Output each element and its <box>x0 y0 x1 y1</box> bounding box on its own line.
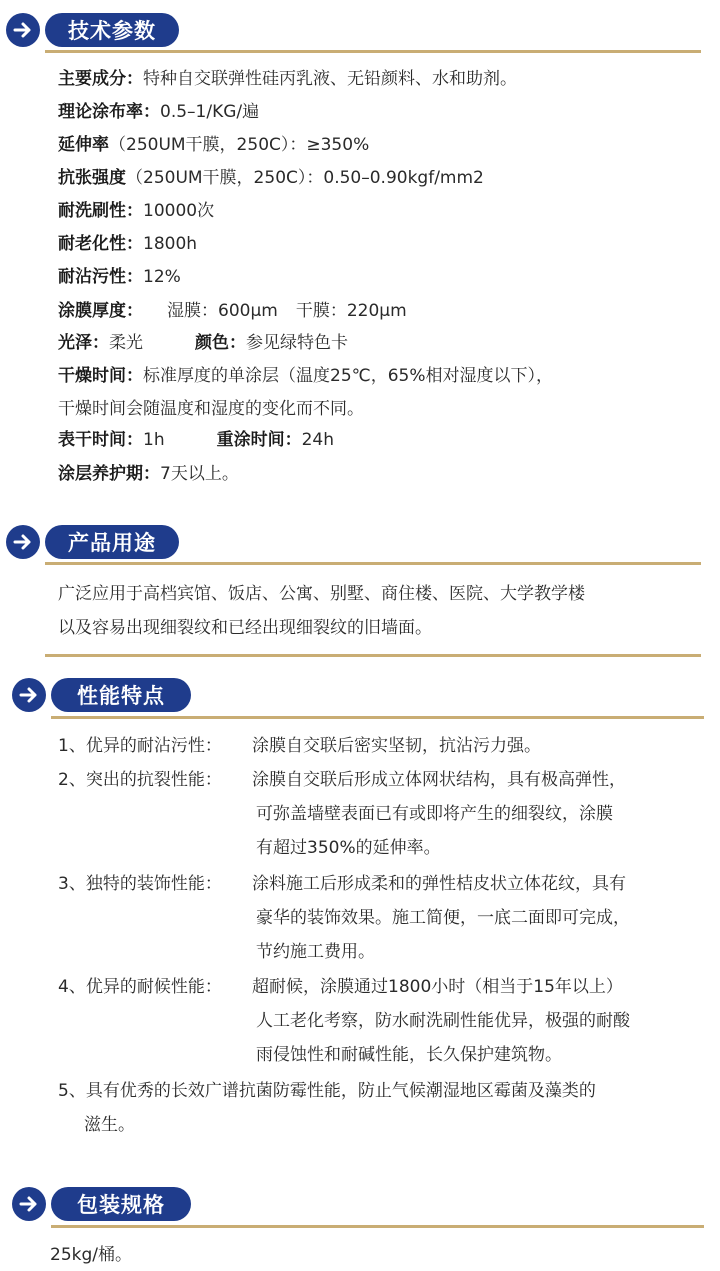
divider <box>45 654 701 657</box>
divider <box>45 562 701 565</box>
param-scrub: 耐洗刷性：10000次 <box>58 201 215 221</box>
param-curing: 涂层养护期：7天以上。 <box>58 464 239 484</box>
usage-line-2: 以及容易出现细裂纹和已经出现细裂纹的旧墙面。 <box>58 618 432 638</box>
section-title-features: 性能特点 <box>51 678 191 712</box>
usage-line-1: 广泛应用于高档宾馆、饭店、公寓、别墅、商住楼、医院、大学教学楼 <box>58 584 585 604</box>
feature-2-line: 涂膜自交联后形成立体网状结构，具有极高弹性， <box>252 770 626 790</box>
feature-1-line: 涂膜自交联后密实坚韧，抗沾污力强。 <box>252 736 541 756</box>
param-stain: 耐沾污性：12% <box>58 267 181 287</box>
param-thickness: 涂膜厚度： 湿膜：600μm 干膜：220μm <box>58 301 407 321</box>
feature-4-line: 超耐候，涂膜通过1800小时（相当于15年以上） <box>252 977 623 997</box>
divider <box>51 716 704 719</box>
section-title-params: 技术参数 <box>45 13 179 47</box>
divider <box>45 50 701 53</box>
param-aging: 耐老化性：1800h <box>58 234 198 254</box>
feature-3-line: 节约施工费用。 <box>256 942 375 962</box>
param-drying: 干燥时间：标准厚度的单涂层（温度25℃，65%相对湿度以下）， <box>58 366 554 386</box>
feature-3-line: 涂料施工后形成柔和的弹性桔皮状立体花纹，具有 <box>252 874 626 894</box>
arrow-right-icon <box>6 13 40 47</box>
section-title-usage: 产品用途 <box>45 525 179 559</box>
param-composition: 主要成分：特种自交联弹性硅丙乳液、无铅颜料、水和助剂。 <box>58 69 517 89</box>
feature-4-line: 雨侵蚀性和耐碱性能，长久保护建筑物。 <box>256 1045 562 1065</box>
param-coverage: 理论涂布率：0.5–1/KG/遍 <box>58 102 260 122</box>
arrow-right-icon <box>12 678 46 712</box>
feature-5-head: 5、具有优秀的长效广谱抗菌防霉性能，防止气候潮湿地区霉菌及藻类的 <box>58 1081 596 1101</box>
feature-5-line: 滋生。 <box>84 1115 135 1135</box>
arrow-right-icon <box>6 525 40 559</box>
feature-4-head: 4、优异的耐候性能： <box>58 977 222 997</box>
param-drying-line2: 干燥时间会随温度和湿度的变化而不同。 <box>58 399 364 419</box>
param-elongation: 延伸率（250UM干膜，250C）：≥350% <box>58 135 370 155</box>
arrow-right-icon <box>12 1187 46 1221</box>
feature-3-head: 3、独特的装饰性能： <box>58 874 222 894</box>
divider <box>51 1225 704 1228</box>
section-title-packaging: 包装规格 <box>51 1187 191 1221</box>
feature-4-line: 人工老化考察，防水耐洗刷性能优异，极强的耐酸 <box>256 1011 630 1031</box>
param-tensile: 抗张强度（250UM干膜，250C）：0.50–0.90kgf/mm2 <box>58 168 484 188</box>
packaging-value: 25kg/桶。 <box>50 1245 132 1265</box>
feature-3-line: 豪华的装饰效果。施工简便，一底二面即可完成， <box>256 908 630 928</box>
feature-1-head: 1、优异的耐沾污性： <box>58 736 222 756</box>
feature-2-line: 有超过350%的延伸率。 <box>256 838 441 858</box>
param-gloss-color: 光泽：柔光 颜色：参见绿特色卡 <box>58 333 348 353</box>
param-dry-times: 表干时间：1h 重涂时间：24h <box>58 430 334 450</box>
feature-2-head: 2、突出的抗裂性能： <box>58 770 222 790</box>
feature-2-line: 可弥盖墙壁表面已有或即将产生的细裂纹，涂膜 <box>256 804 613 824</box>
